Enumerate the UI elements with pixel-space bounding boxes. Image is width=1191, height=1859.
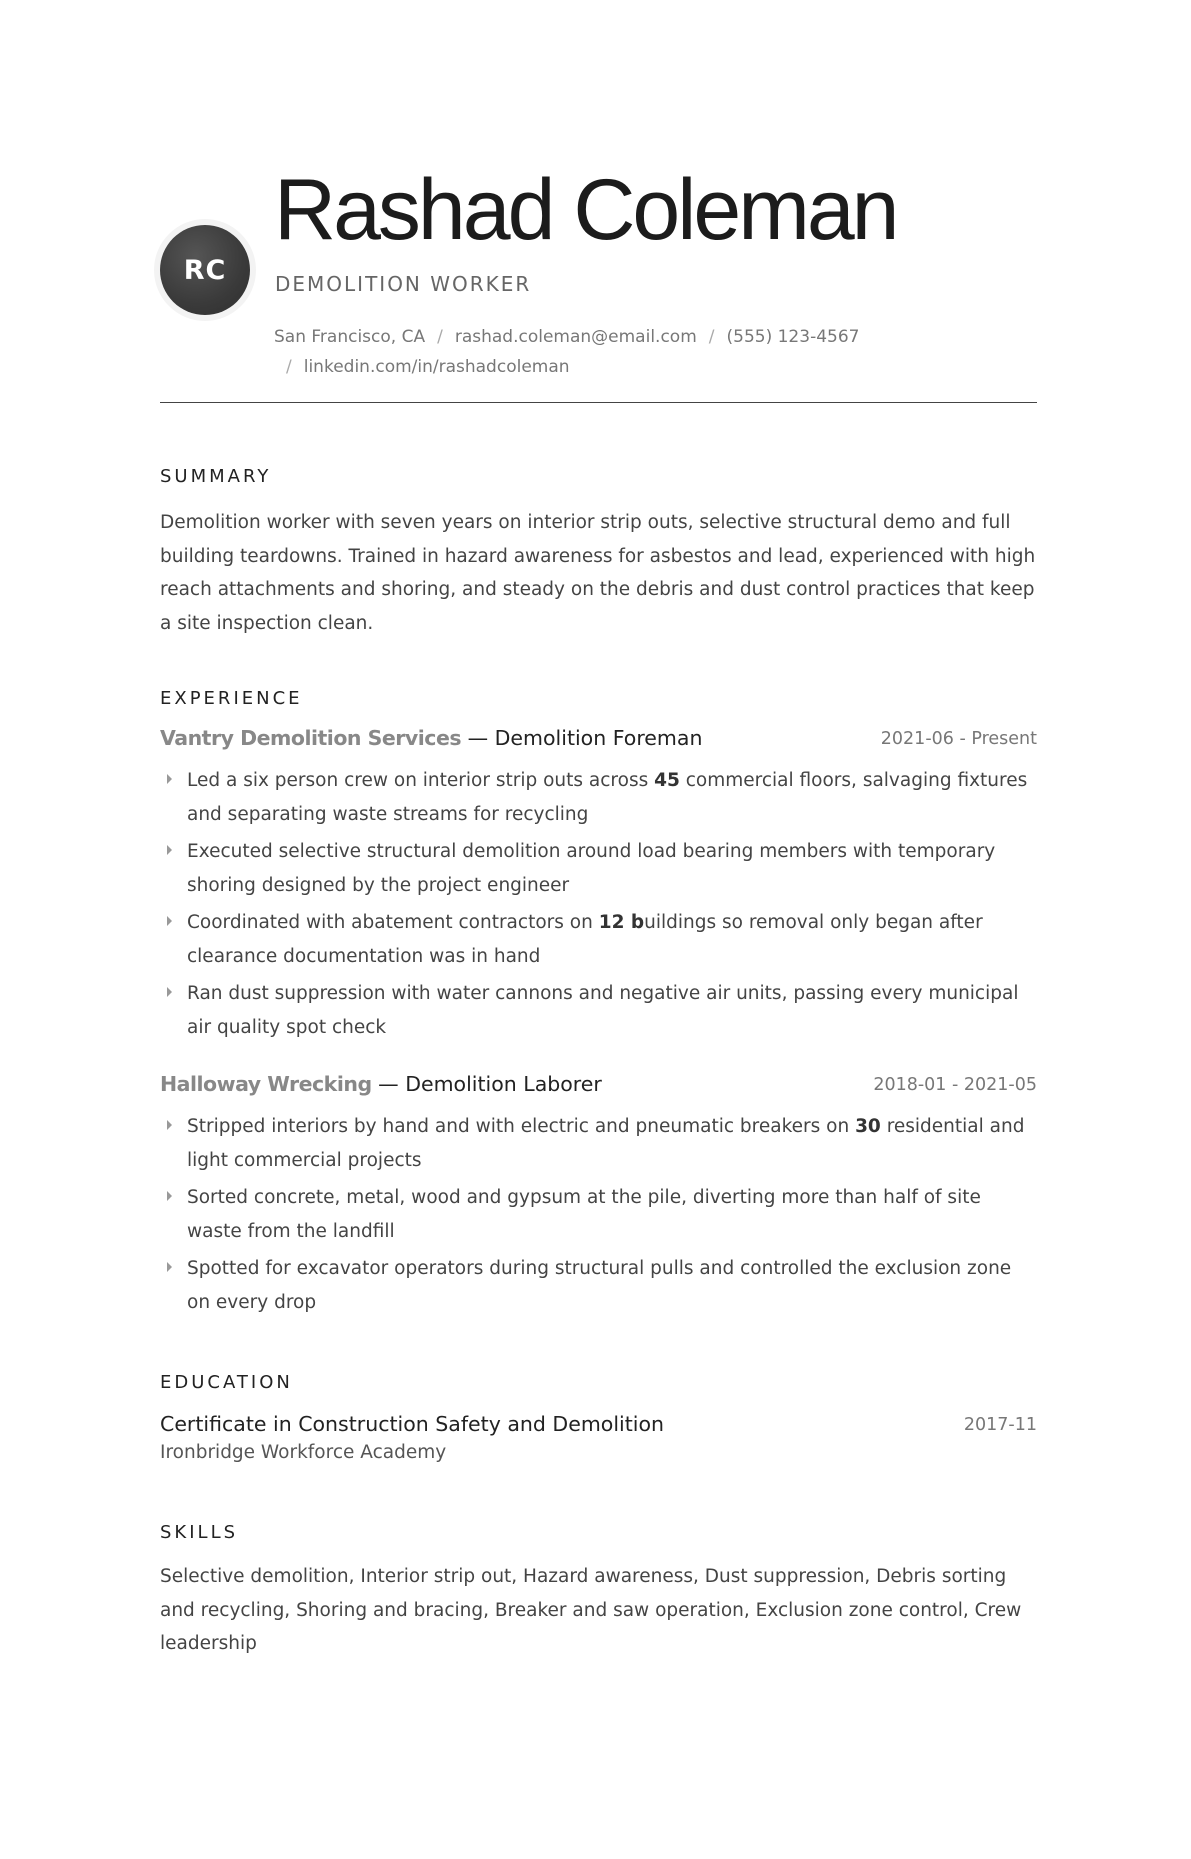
bullet-highlight: 30 (855, 1116, 881, 1137)
bullet-item (160, 977, 1037, 1044)
contact-location: San Francisco, CA (274, 327, 426, 347)
bullet-text: residential and light commercial projects (187, 1116, 1025, 1171)
resume-page (160, 160, 1037, 1654)
bullet-text: Executed selective structural demolition around load bearing members with temporary shoring designed by the project engineer (187, 841, 996, 896)
bullet-triangle-icon (167, 1262, 172, 1272)
summary-heading: SUMMARY (160, 466, 272, 487)
contact-separator: / (286, 357, 292, 377)
bullet-triangle-icon (167, 1120, 172, 1130)
summary-text: Demolition worker with seven years on interior strip outs, selective structural demo and full building teardowns. Trained in hazard awareness for asbestos and lead, experienced with high reach attachments and shoring, and steady on the debris and dust control practices that keep a site inspection clean. (160, 512, 1036, 634)
avatar (160, 225, 250, 315)
job-role: Demolition Laborer (405, 1072, 602, 1096)
job-entry (160, 726, 1037, 1048)
job-dates: 2018-01 - 2021-05 (873, 1075, 1037, 1095)
company-name: Vantry Demolition Services (160, 726, 462, 750)
bullet-item (160, 1181, 1037, 1248)
bullet-item (160, 906, 1037, 973)
bullet-triangle-icon (167, 774, 172, 784)
bullet-text: Stripped interiors by hand and with electric and pneumatic breakers on (187, 1116, 856, 1137)
job-entry (160, 1072, 1037, 1323)
education-header (160, 1412, 1037, 1444)
job-bullets (160, 764, 1037, 1044)
bullet-triangle-icon (167, 916, 172, 926)
avatar-initials: RC (183, 254, 227, 286)
experience-heading: EXPERIENCE (160, 688, 303, 709)
header-divider (160, 402, 1037, 403)
bullet-text: commercial floors, salvaging fixtures and separating waste streams for recycling (187, 770, 1028, 825)
contact-email[interactable]: rashad.coleman@email.com (454, 327, 697, 347)
dash-separator: — (467, 726, 489, 750)
bullet-text: Sorted concrete, metal, wood and gypsum at the pile, diverting more than half of site waste from the landfill (187, 1187, 981, 1242)
bullet-text: Ran dust suppression with water cannons and negative air units, passing every municipal air quality spot check (187, 983, 1019, 1038)
bullet-text: uildings so removal only began after clearance documentation was in hand (187, 912, 983, 967)
job-dates: 2021-06 - Present (880, 729, 1037, 749)
bullet-highlight: 45 (654, 770, 680, 791)
bullet-item (160, 764, 1037, 831)
job-title: DEMOLITION WORKER (275, 272, 532, 296)
job-header (160, 726, 1037, 758)
bullet-text: Spotted for excavator operators during structural pulls and controlled the exclusion zone on every drop (187, 1258, 1012, 1313)
contact-info (274, 322, 934, 382)
candidate-name: Rashad Coleman (274, 162, 897, 258)
school-name: Ironbridge Workforce Academy (160, 1442, 447, 1463)
contact-phone[interactable]: (555) 123-4567 (726, 327, 860, 347)
education-heading: EDUCATION (160, 1372, 293, 1393)
skills-heading: SKILLS (160, 1522, 239, 1543)
bullet-text: Led a six person crew on interior strip outs across (187, 770, 655, 791)
education-entry (160, 1412, 1037, 1463)
resume-header (160, 160, 1037, 404)
job-bullets (160, 1110, 1037, 1319)
contact-linkedin[interactable]: linkedin.com/in/rashadcoleman (303, 357, 570, 377)
skills-text: Selective demolition, Interior strip out, Hazard awareness, Dust suppression, Debris sorting and recycling, Shoring and bracing, Breaker and saw operation, Exclusion zone control, Crew leadership (160, 1566, 1022, 1654)
bullet-triangle-icon (167, 1191, 172, 1201)
job-role: Demolition Foreman (494, 726, 703, 750)
degree-name: Certificate in Construction Safety and Demolition (160, 1412, 664, 1436)
contact-separator: / (708, 327, 715, 347)
bullet-highlight: 12 b (598, 912, 645, 933)
company-name: Halloway Wrecking (160, 1072, 372, 1096)
bullet-item (160, 1252, 1037, 1319)
contact-separator: / (437, 327, 443, 347)
bullet-triangle-icon (167, 987, 172, 997)
bullet-text: Coordinated with abatement contractors on (187, 912, 599, 933)
job-header (160, 1072, 1037, 1104)
bullet-item (160, 835, 1037, 902)
education-date: 2017-11 (963, 1415, 1037, 1435)
dash-separator: — (378, 1072, 399, 1096)
bullet-item (160, 1110, 1037, 1177)
bullet-triangle-icon (167, 845, 172, 855)
